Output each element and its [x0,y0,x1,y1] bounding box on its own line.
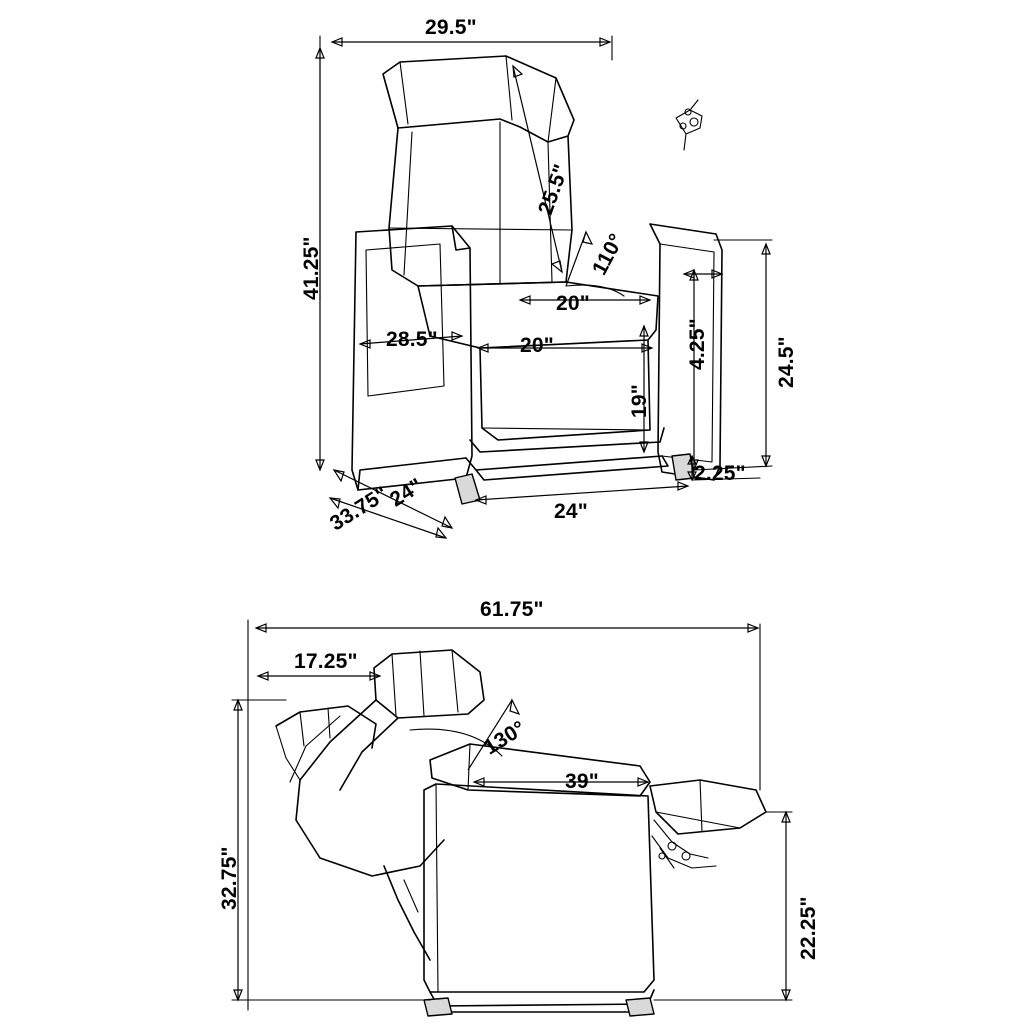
dim-label-overall-depth: 33.75" [326,482,393,536]
side-view-dimensions [232,620,792,1010]
dim-label-reclined-length: 61.75" [480,598,544,621]
dim-label-seat-width-lower: 20" [520,334,554,357]
front-view-chair [352,56,722,504]
dim-label-clearance: 2.25" [694,462,746,485]
side-view-chair [276,650,766,1016]
dim-label-width-top: 29.5" [425,16,477,39]
dim-label-seat-to-footrest: 39" [565,770,599,793]
dim-label-seat-depth: 19" [628,384,651,418]
dim-label-arm-height: 24.5" [775,336,798,388]
dim-label-backrest-height: 25.5" [534,161,574,218]
dim-label-reclined-height: 32.75" [218,846,241,910]
dim-label-headrest-length: 17.25" [294,650,358,673]
dim-label-recline-angle: 130° [480,716,530,760]
dim-label-overall-height: 41.25" [300,236,323,300]
dim-label-backrest-angle: 110° [588,229,629,279]
dim-label-base-depth: 24" [386,474,427,512]
dim-label-seat-width-upper: 20" [556,292,590,315]
dim-label-arm-width: 4.25" [686,318,709,370]
dim-label-base-width: 24" [554,500,588,523]
dim-label-footrest-height: 22.25" [797,896,820,960]
dim-label-side-depth: 28.5" [386,328,438,351]
